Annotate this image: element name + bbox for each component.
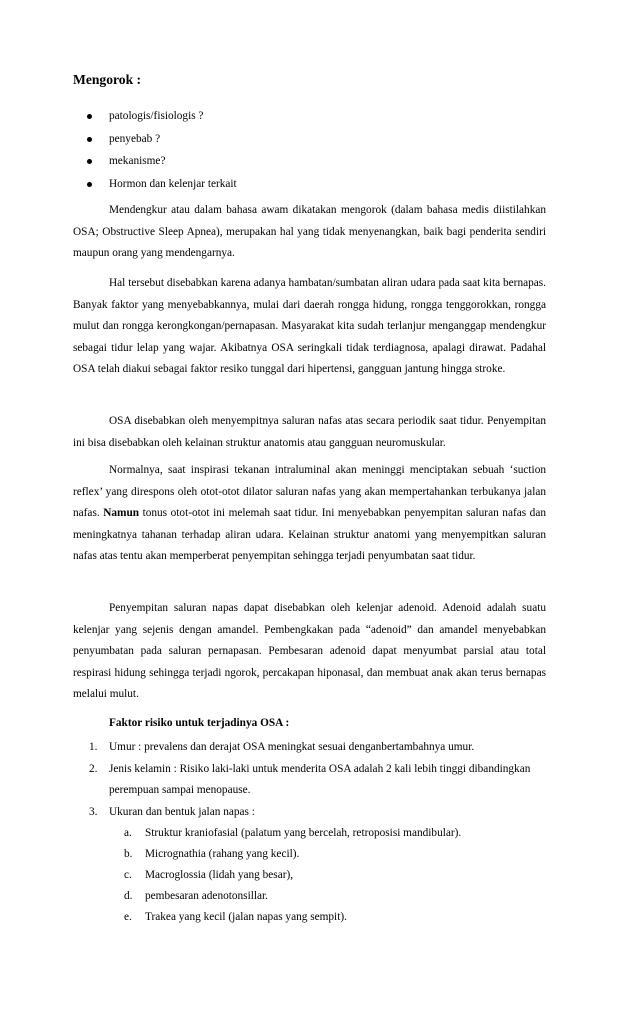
bullet-item: penyebab ? [87, 131, 547, 154]
list-item: 2. Jenis kelamin : Risiko laki-laki untuk menderita OSA adalah 2 kali lebih tinggi dibandingkan perempuan sampai menopause. [89, 762, 531, 797]
bullet-dot-icon [87, 182, 92, 187]
list-item: 1. Umur : prevalens dan derajat OSA meningkat sesuai denganbertambahnya umur. [89, 741, 475, 753]
bullet-dot-icon [87, 137, 92, 142]
risk-factor-list [73, 737, 546, 928]
list-item: 3. Ukuran dan bentuk jalan napas : a. Struktur kraniofasial (palatum yang bercelah, retroposisi mandibular). b. Micrognathia (rahang yang kecil). c. Macroglossia (lidah yang besar), d. pembesaran adenotonsillar. e. Trakea yang kecil (jalan napas yang sempit). [73, 802, 546, 929]
paragraph-1: Mendengkur atau dalam bahasa awam dikatakan mengorok (dalam bahasa medis diistilahkan OSA; Obstructive Sleep Apnea), merupakan hal yang tidak menyenangkan, baik bagi penderita sendiri maupun orang yang mendengarnya. [73, 204, 546, 260]
risk-factor-title: Faktor risiko untuk terjadinya OSA : [109, 717, 290, 729]
bullet-item: patologis/fisiologis ? [87, 108, 547, 131]
paragraph-5: Penyempitan saluran napas dapat disebabkan oleh kelenjar adenoid. Adenoid adalah suatu kelenjar yang sejenis dengan amandel. Pembengkakan pada “adenoid” dan amandel menyebabkan penyumbatan pada saluran pernapasan. Pembesaran adenoid dapat menyumbat parsial atau total respirasi hidung sehingga terjadi ngorok, percakapan hiponasal, dan membuat anak akan terus bernapas melalui mulut. [73, 602, 546, 701]
document-heading: Mengorok : [73, 72, 142, 87]
paragraph-4: Normalnya, saat inspirasi tekanan intraluminal akan meninggi menciptakan sebuah ‘suction reflex’ yang direspons oleh otot-otot dilator saluran nafas yang akan mempertahankan terbukanya jalan nafas. Namun tonus otot-otot ini melemah saat tidur. Ini menyebabkan penyempitan saluran nafas dan meningkatnya tahanan terhadap aliran udara. Kelainan struktur anatomi yang menyempitkan saluran nafas atas tentu akan memperberat penyempitan sehingga terjadi penyumbatan saat tidur. [73, 464, 546, 563]
sub-list-item: d. pembesaran adenotonsillar. [124, 890, 268, 903]
sub-list-item: c. Macroglossia (lidah yang besar), [124, 869, 294, 882]
bullet-item: Hormon dan kelenjar terkait [87, 176, 547, 199]
sub-list-item: e. Trakea yang kecil (jalan napas yang sempit). [124, 911, 347, 924]
bullet-item: mekanisme? [87, 153, 547, 176]
bullet-dot-icon [87, 159, 92, 164]
sub-list-item: b. Micrognathia (rahang yang kecil). [124, 848, 300, 861]
question-bullet-list [87, 108, 547, 198]
paragraph-2: Hal tersebut disebabkan karena adanya hambatan/sumbatan aliran udara pada saat kita bernapas. Banyak faktor yang menyebabkannya, mulai dari daerah rongga hidung, rongga tenggorokkan, rongga mulut dan rongga kerongkongan/pernapasan. Masyarakat kita sudah terlanjur menganggap mendengkur sebagai tidur lelap yang wajar. Akibatnya OSA seringkali tidak terdiagnosa, apalagi dirawat. Padahal OSA telah diakui sebagai faktor resiko tunggal dari hipertensi, gangguan jantung hingga stroke. [73, 277, 546, 376]
bullet-dot-icon [87, 114, 92, 119]
airway-sublist [109, 823, 546, 928]
sub-list-item: a. Struktur kraniofasial (palatum yang bercelah, retroposisi mandibular). [124, 827, 462, 840]
paragraph-3: OSA disebabkan oleh menyempitnya saluran nafas atas secara periodik saat tidur. Penyempitan ini bisa disebabkan oleh kelainan struktur anatomis atau gangguan neuromuskular. [73, 415, 546, 449]
